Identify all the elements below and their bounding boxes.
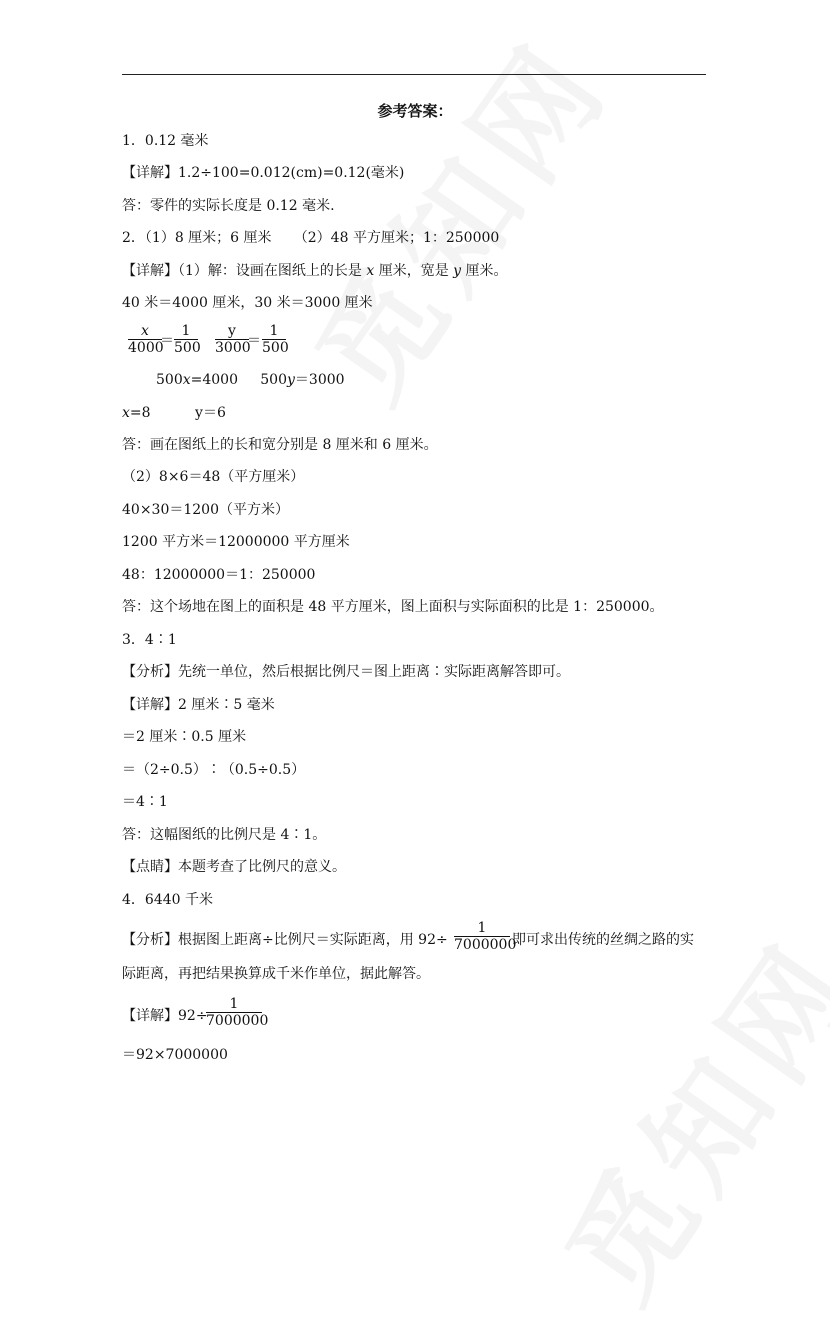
- fraction-1-500: $\frac{1}{500}$: [262, 323, 289, 356]
- q2-equations: 500x=4000 500y＝3000: [156, 372, 345, 388]
- q4-answer: 4．6440 千米: [122, 892, 213, 908]
- q3-response: 答：这幅图纸的比例尺是 4∶1。: [122, 827, 327, 843]
- q2-response-1: 答：画在图纸上的长和宽分别是 8 厘米和 6 厘米。: [122, 437, 438, 453]
- q1-response: 答：零件的实际长度是 0.12 毫米.: [122, 198, 335, 214]
- q4-analysis-line1-a: 【分析】根据图上距离÷比例尺＝实际距离，用 92÷: [122, 932, 448, 948]
- q3-step1: ＝2 厘米∶0.5 厘米: [122, 729, 247, 745]
- watermark: [520, 901, 830, 1329]
- equals-sign: ＝: [160, 333, 174, 349]
- fraction-1-7000000: $\frac{1}{7000000}$: [206, 996, 269, 1029]
- fraction-x-4000: $\frac{x}{4000}$: [128, 323, 164, 356]
- page-title: 参考答案：: [377, 102, 453, 120]
- q1-answer: 1．0.12 毫米: [122, 133, 209, 149]
- q4-analysis-line2: 际距离，再把结果换算成千米作单位，据此解答。: [122, 966, 430, 982]
- equals-sign: ＝: [247, 333, 261, 349]
- q2-answer: 2．（1）8 厘米；6 厘米 （2）48 平方厘米；1：250000: [122, 230, 500, 246]
- fraction-1-500: $\frac{1}{500}$: [174, 323, 201, 356]
- q2-part2-step3: 1200 平方米＝12000000 平方厘米: [122, 534, 350, 550]
- q2-response-2: 答：这个场地在图上的面积是 48 平方厘米，图上面积与实际面积的比是 1：250000。: [122, 599, 664, 615]
- fraction-y-3000: $\frac{y}{3000}$: [215, 323, 251, 356]
- q4-step1: ＝92×7000000: [122, 1047, 228, 1063]
- q2-solution: x=8 y＝6: [122, 405, 226, 421]
- q2-detail: 【详解】（1）解：设画在图纸上的长是 x 厘米，宽是 y 厘米。: [122, 263, 508, 279]
- header-rule: [122, 74, 706, 75]
- q2-part2-step2: 40×30＝1200（平方米）: [122, 502, 289, 518]
- q3-answer: 3．4∶1: [122, 632, 177, 648]
- q2-conversion: 40 米＝4000 厘米，30 米＝3000 厘米: [122, 295, 373, 311]
- q3-step2: ＝（2÷0.5）∶（0.5÷0.5）: [122, 762, 306, 778]
- q4-detail: 【详解】92÷: [122, 1008, 208, 1024]
- q3-analysis: 【分析】先统一单位，然后根据比例尺＝图上距离∶实际距离解答即可。: [122, 664, 570, 680]
- q1-detail: 【详解】1.2÷100=0.012(cm)=0.12(毫米): [122, 165, 405, 181]
- q3-detail: 【详解】2 厘米∶5 毫米: [122, 697, 275, 713]
- q3-step3: ＝4∶1: [122, 794, 168, 810]
- q2-part2-step4: 48：12000000＝1：250000: [122, 567, 316, 583]
- q2-part2-step1: （2）8×6＝48（平方厘米）: [122, 469, 305, 485]
- q3-comment: 【点睛】本题考查了比例尺的意义。: [122, 859, 346, 875]
- fraction-1-7000000: $\frac{1}{7000000}$: [454, 920, 517, 953]
- q4-analysis-line1-b: 即可求出传统的丝绸之路的实: [512, 932, 694, 948]
